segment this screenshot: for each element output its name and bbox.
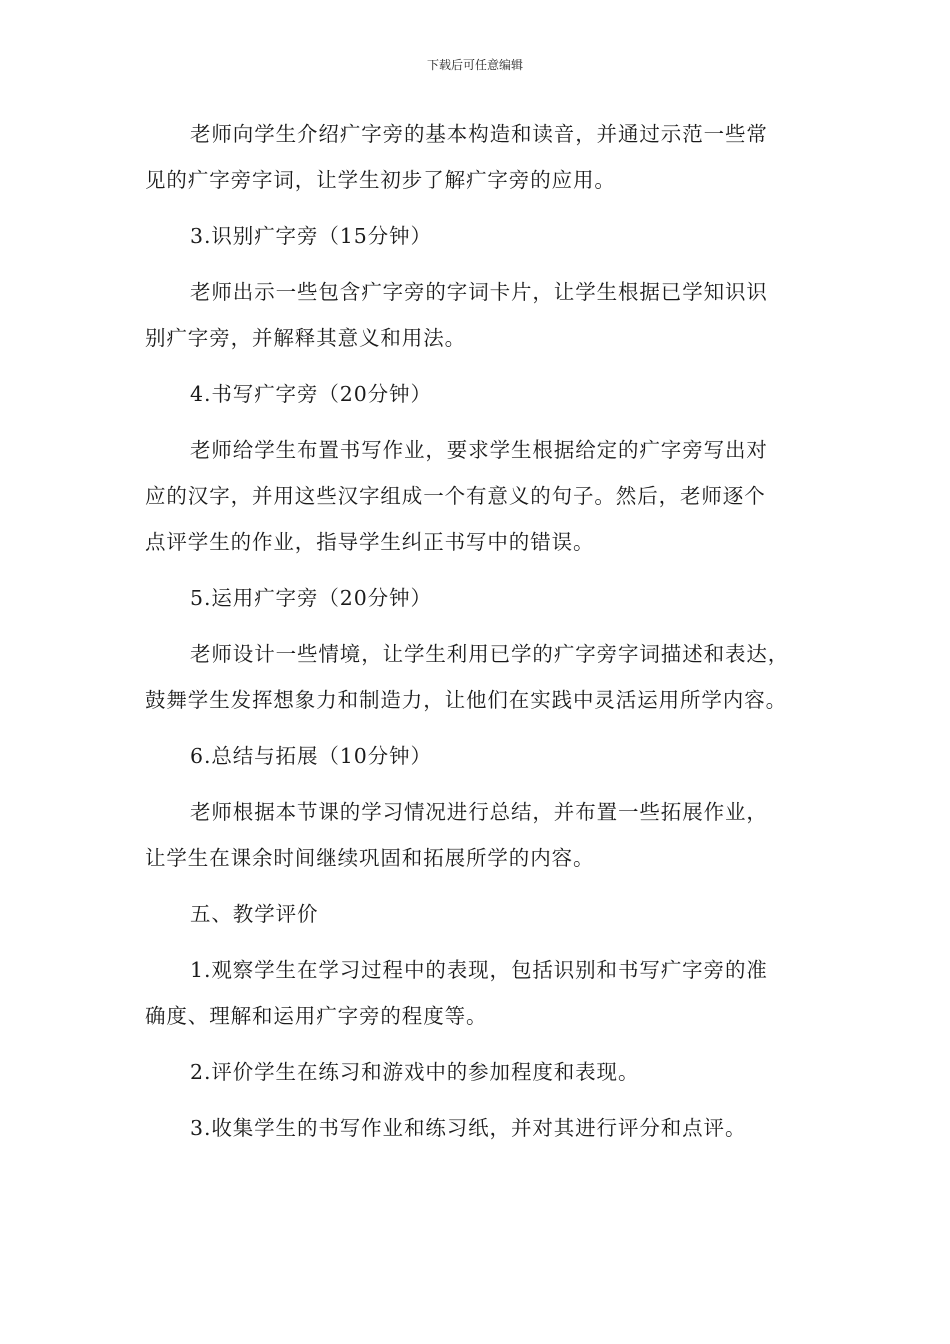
paragraph-line: 1.观察学生在学习过程中的表现，包括识别和书写疒字旁的准	[190, 958, 768, 982]
paragraph-line: 应的汉字，并用这些汉字组成一个有意义的句子。然后，老师逐个	[145, 484, 766, 508]
paragraph-line: 老师出示一些包含疒字旁的字词卡片，让学生根据已学知识识	[190, 280, 768, 304]
section-heading-text: 5.运用疒字旁（20分钟）	[190, 586, 432, 610]
section-heading-text: 6.总结与拓展（10分钟）	[190, 744, 432, 768]
section-heading	[145, 213, 807, 259]
paragraph	[145, 269, 807, 361]
section-heading-text: 五、教学评价	[190, 902, 319, 926]
section-heading	[145, 733, 807, 779]
paragraph	[145, 947, 807, 1039]
paragraph	[145, 1049, 807, 1095]
section-heading-text: 3.识别疒字旁（15分钟）	[190, 224, 432, 248]
paragraph-line: 见的疒字旁字词，让学生初步了解疒字旁的应用。	[145, 168, 616, 192]
paragraph-line: 老师根据本节课的学习情况进行总结，并布置一些拓展作业，	[190, 800, 768, 824]
paragraph-line: 让学生在课余时间继续巩固和拓展所学的内容。	[145, 846, 595, 870]
paragraph-line: 点评学生的作业，指导学生纠正书写中的错误。	[145, 530, 595, 554]
paragraph	[145, 427, 807, 565]
paragraph-line: 别疒字旁，并解释其意义和用法。	[145, 326, 466, 350]
section-heading	[145, 371, 807, 417]
paragraph-line: 3.收集学生的书写作业和练习纸，并对其进行评分和点评。	[190, 1116, 747, 1140]
paragraph-line: 老师设计一些情境，让学生利用已学的疒字旁字词描述和表达，	[190, 642, 790, 666]
section-heading	[145, 575, 807, 621]
paragraph	[145, 111, 807, 203]
paragraph	[145, 631, 807, 723]
paragraph-line: 确度、理解和运用疒字旁的程度等。	[145, 1004, 488, 1028]
paragraph	[145, 1105, 807, 1151]
paragraph-line: 鼓舞学生发挥想象力和制造力，让他们在实践中灵活运用所学内容。	[145, 688, 787, 712]
section-heading-text: 4.书写疒字旁（20分钟）	[190, 382, 432, 406]
paragraph-line: 老师向学生介绍疒字旁的基本构造和读音，并通过示范一些常	[190, 122, 768, 146]
paragraph	[145, 789, 807, 881]
paragraph-line: 老师给学生布置书写作业，要求学生根据给定的疒字旁写出对	[190, 438, 768, 462]
paragraph-line: 2.评价学生在练习和游戏中的参加程度和表现。	[190, 1060, 640, 1084]
section-heading	[145, 891, 807, 937]
document-body	[145, 111, 807, 1151]
page-header-note: 下载后可任意编辑	[426, 58, 523, 72]
